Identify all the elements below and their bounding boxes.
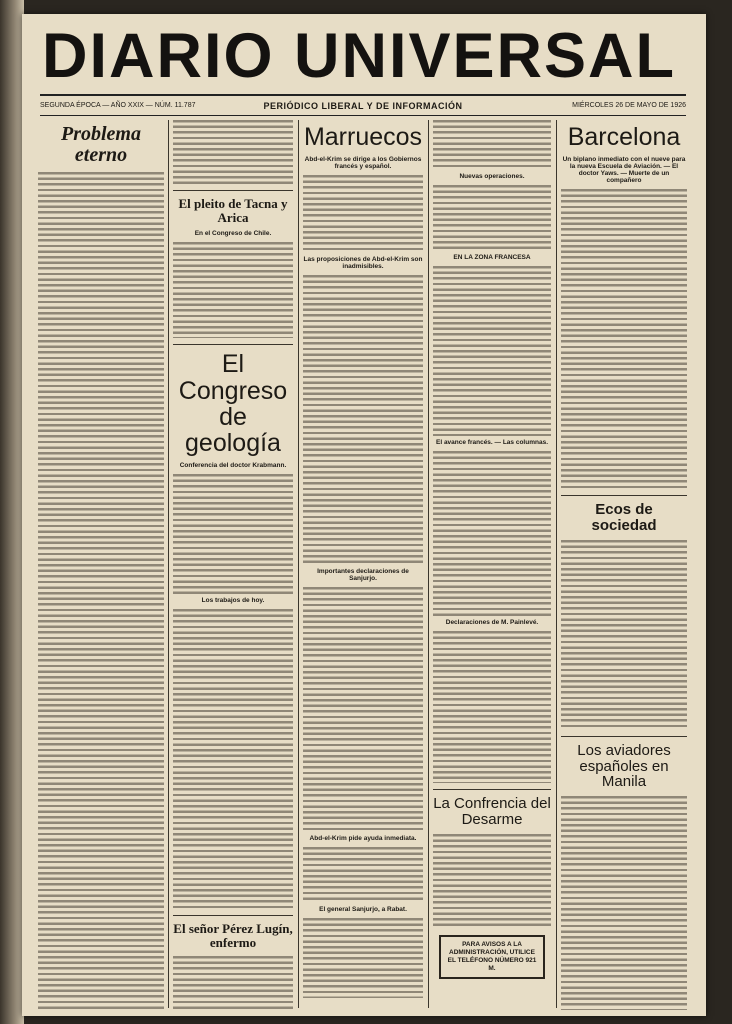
- headline-conferencia-desarme: La Confrencia del Desarme: [433, 795, 551, 828]
- article-body-text: [303, 275, 423, 565]
- headline-marruecos: Marruecos: [303, 123, 423, 151]
- section-rule: [173, 190, 293, 191]
- article-body-text: [173, 609, 293, 909]
- deck-nuevas-operaciones: Nuevas operaciones.: [459, 173, 525, 180]
- article-body-text: [433, 266, 551, 436]
- column-divider: [298, 120, 299, 1008]
- column-5: [561, 120, 687, 1010]
- headline-congreso-geologia: El Congreso de geología: [178, 350, 288, 458]
- deck-conferencia: Conferencia del doctor Krabmann.: [179, 462, 287, 470]
- section-rule: [173, 915, 293, 916]
- headline-problema-eterno: Problema eterno: [61, 123, 141, 166]
- newspaper-page: [22, 14, 706, 1016]
- column-3: [303, 120, 423, 1010]
- column-divider: [168, 120, 169, 1008]
- column-4: [433, 120, 551, 1010]
- masthead-subline: [40, 98, 686, 114]
- headline-perez-lugin: El señor Pérez Lugín, enfermo: [173, 921, 293, 950]
- deck-sanjurjo: Importantes declaraciones de Sanjurjo.: [317, 568, 409, 583]
- headline-ecos-sociedad: Ecos de sociedad: [591, 501, 657, 534]
- article-body-text: [173, 474, 293, 594]
- section-rule: [561, 736, 687, 737]
- headline-tacna-arica: El pleito de Tacna y Arica: [178, 196, 288, 225]
- article-body-text: [561, 796, 687, 1010]
- section-rule: [561, 495, 687, 496]
- deck-abd-el-krim: Abd-el-Krim se dirige a los Gobiernos francés y español.: [304, 156, 422, 171]
- article-body-text: [303, 847, 423, 903]
- deck-barcelona: Un biplano inmediato con el nueve para la nueva Escuela de Aviación. — El doctor Yaws. — Muerte de un compañero: [562, 156, 686, 185]
- masthead-title: DIARIO UNIVERSAL: [42, 21, 677, 91]
- article-body-text: [433, 451, 551, 616]
- article-body-text: [561, 189, 687, 489]
- deck-congreso-chile: En el Congreso de Chile.: [194, 230, 272, 238]
- column-1: [38, 120, 164, 1010]
- article-body-text: [303, 587, 423, 832]
- deck-avance-frances: El avance francés. — Las columnas.: [436, 439, 548, 446]
- page-binding-edge: [0, 0, 24, 1024]
- article-body-text: [303, 175, 423, 253]
- headline-barcelona: Barcelona: [567, 123, 681, 151]
- article-body-text: [433, 185, 551, 251]
- deck-zona-francesa: EN LA ZONA FRANCESA: [453, 254, 531, 261]
- section-rule: [173, 344, 293, 345]
- deck-sanjurjo-rabat: El general Sanjurjo, a Rabat.: [319, 906, 407, 914]
- article-body-text: [433, 120, 551, 170]
- edition-info: SEGUNDA ÉPOCA — AÑO XXIX — NÚM. 11.787: [40, 102, 196, 109]
- masthead-subtitle: PERIÓDICO LIBERAL Y DE INFORMACIÓN: [263, 101, 463, 111]
- article-body-text: [433, 631, 551, 783]
- article-body-text: [561, 540, 687, 730]
- deck-proposiciones: Las proposiciones de Abd-el-Krim son inadmisibles.: [303, 256, 423, 271]
- date-line: MIÉRCOLES 26 DE MAYO DE 1926: [572, 102, 686, 109]
- masthead-rule: [40, 94, 686, 96]
- subline-rule: [40, 115, 686, 116]
- article-body-text: [173, 120, 293, 184]
- deck-ayuda-inmediata: Abd-el-Krim pide ayuda inmediata.: [309, 835, 417, 843]
- article-body-text: [303, 918, 423, 998]
- deck-trabajos-hoy: Los trabajos de hoy.: [201, 597, 265, 605]
- section-rule: [433, 789, 551, 790]
- article-body-text: [433, 834, 551, 929]
- deck-painleve: Declaraciones de M. Painlevé.: [445, 619, 539, 626]
- article-body-text: [38, 172, 164, 1010]
- column-divider: [556, 120, 557, 1008]
- article-body-text: [173, 242, 293, 338]
- article-body-text: [173, 956, 293, 1010]
- advertisement-box: PARA AVISOS A LA ADMINISTRACIÓN, UTILICE EL TELÉFONO NÚMERO 921 M.: [439, 935, 545, 980]
- column-2: [173, 120, 293, 1010]
- column-divider: [428, 120, 429, 1008]
- headline-aviadores-manila: Los aviadores españoles en Manila: [577, 741, 671, 791]
